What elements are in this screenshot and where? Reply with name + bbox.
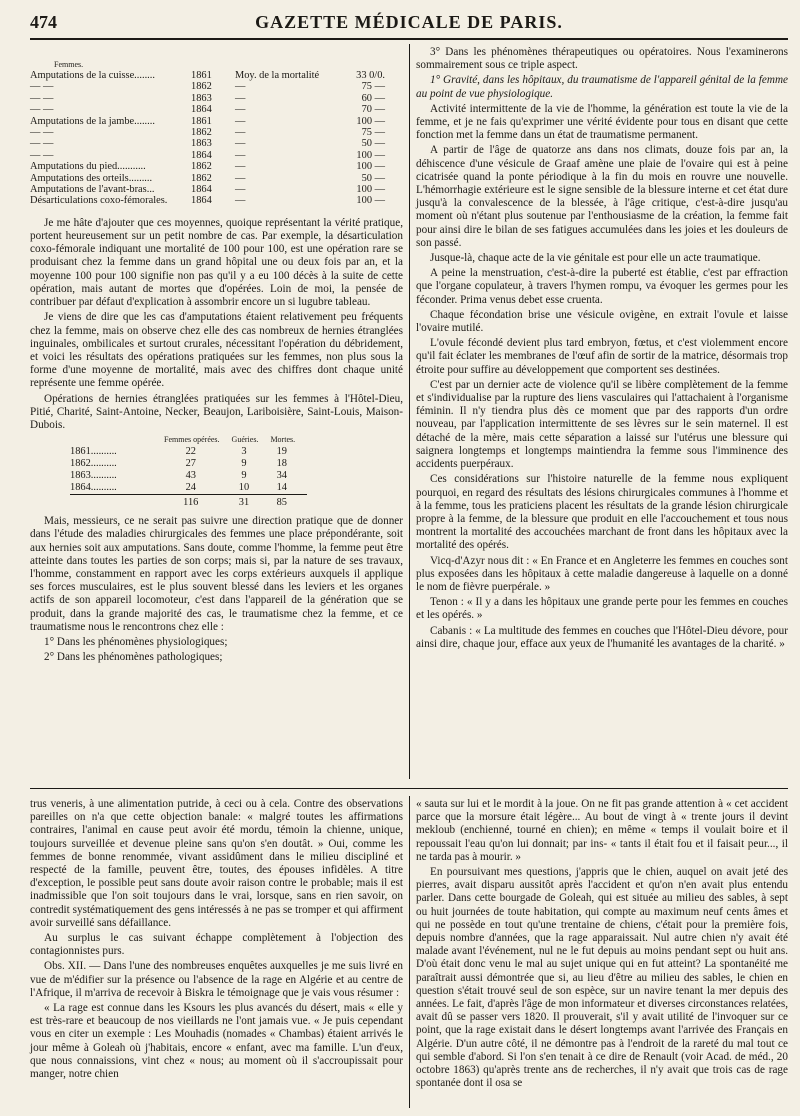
- amputation-mortality-label: —: [235, 115, 246, 127]
- hernies-operees: 24: [185, 482, 196, 494]
- hernies-row: [70, 482, 307, 495]
- quote-paragraph: Cabanis : « La multitude des femmes en couches que l'Hôtel-Dieu dévore, pour ainsi dire, chaque jour, efface aux yeux de l'humanité les avantages de la charité. »: [416, 624, 788, 650]
- amputation-label: — —: [30, 92, 54, 104]
- page-number: 474: [30, 12, 57, 32]
- column-divider-bottom: [409, 796, 410, 1108]
- amputation-row: [30, 93, 385, 104]
- quote-paragraph: Vicq-d'Azyr nous dit : « En France et en Angleterre les femmes en couches sont plus exposées dans les hôpitaux à cette maladie dangereuse à laquelle on a donné le nom de fièvre puerpérale. »: [416, 554, 788, 593]
- amputation-row: [30, 116, 385, 127]
- hernies-operees: 43: [185, 470, 196, 482]
- paragraph: A peine la menstruation, c'est-à-dire la puberté est établie, c'est par effraction que l'organe copulateur, à travers l'hymen rompu, va évoquer les germes pour les féconder. Prima venus debet esse cruenta.: [416, 267, 788, 306]
- paragraph: Au surplus le cas suivant échappe complètement à l'objection des contagionnistes purs.: [30, 932, 403, 958]
- hernies-operees: 22: [185, 446, 196, 458]
- hernies-year: 1863..........: [70, 470, 117, 482]
- amputation-row: [30, 150, 385, 161]
- paragraph: Jusque-là, chaque acte de la vie génitale est pour elle un acte traumatique.: [430, 252, 761, 265]
- amputation-label: Amputations de la cuisse........: [30, 70, 155, 81]
- amputation-row: [30, 173, 385, 184]
- amputation-label: — —: [30, 81, 54, 93]
- amputation-row: [30, 81, 385, 92]
- amputation-label: Amputations de l'avant-bras...: [30, 184, 155, 196]
- amputation-year: 1863: [191, 138, 212, 150]
- amputation-label: — —: [30, 104, 54, 116]
- amputation-label: — —: [30, 149, 54, 161]
- amputation-rate: 100 —: [356, 115, 385, 127]
- total-mortes: 85: [270, 495, 307, 510]
- amputation-mortality-label: —: [235, 172, 246, 184]
- hernies-header-operees: Femmes opérées.: [164, 435, 220, 445]
- amputation-label: Amputations de la jambe........: [30, 115, 155, 127]
- hernies-table: [70, 434, 307, 509]
- observation-paragraph: Obs. XII. — Dans l'une des nombreuses enquêtes auxquelles je me suis livré en vue de m'édifier sur la présence ou l'absence de la rage en Algérie et au centre de l'Afrique, il m'arriva de recevoir à Biskra le témoignage que je vais vous résumer :: [30, 960, 403, 999]
- amputation-label: Désarticulations coxo-fémorales.: [30, 195, 168, 207]
- amputation-year: 1864: [191, 184, 212, 196]
- hernies-year: 1861..........: [70, 446, 117, 458]
- paragraph: A partir de l'âge de quatorze ans dans nos climats, douze fois par an, la déhiscence d'une vésicule de Graaf amène une plaie de l'ovaire qui est à peine cicatrisée quand la ponte périodique à la fin du mois en rouvre une nouvelle. L'hémorrhagie extérieure est le signe sensible de la blessure interne et cet état dure jusqu'à la convalescence de la blessée, à l'âge critique, c'est-à-dire jusqu'au moment où n'étant plus soutenue par l'enthousiasme de la création, la femme fait pour ainsi dire le bilan de ses fatigues accumulées dans les joies et les douleurs de son passé.: [416, 144, 788, 249]
- amputations-heading: Femmes.: [54, 60, 84, 69]
- amputation-year: 1862: [191, 127, 212, 139]
- journal-title: GAZETTE MÉDICALE DE PARIS.: [255, 12, 563, 32]
- amputation-year: 1862: [191, 161, 212, 173]
- amputation-mortality-label: —: [235, 149, 246, 161]
- hernies-gueries: 10: [238, 482, 250, 494]
- amputation-label: — —: [30, 138, 54, 150]
- left-column-top: [30, 60, 403, 666]
- amputations-table: [30, 70, 385, 207]
- right-column-top: [416, 46, 788, 653]
- left-column-bottom: [30, 798, 403, 1083]
- hernies-year: 1864..........: [70, 482, 117, 494]
- amputation-label: Amputations du pied...........: [30, 161, 146, 173]
- amputation-year: 1861: [191, 70, 212, 81]
- paragraph: 3° Dans les phénomènes thérapeutiques ou opératoires. Nous l'examinerons sommairement sous ce triple aspect.: [416, 46, 788, 72]
- hernies-row: [70, 458, 307, 470]
- amputation-rate: 100 —: [356, 195, 385, 207]
- list-item: 1° Dans les phénomènes physiologiques;: [44, 635, 228, 648]
- amputation-mortality-label: —: [235, 92, 246, 104]
- hernies-header-gueries: Guéries.: [231, 435, 259, 445]
- quote-paragraph: Tenon : « Il y a dans les hôpitaux une grande perte pour les femmes en couches et les opérés. »: [416, 596, 788, 622]
- hernies-row: [70, 470, 307, 482]
- section-subtitle: 1° Gravité, dans les hôpitaux, du traumatisme de l'appareil génital de la femme au point de vue physiologique.: [416, 74, 788, 100]
- hernies-gueries: 9: [241, 458, 247, 470]
- amputation-mortality-label: —: [235, 81, 246, 93]
- amputation-mortality-label: —: [235, 161, 246, 173]
- amputation-mortality-label: —: [235, 184, 246, 196]
- hernies-mortes: 19: [276, 446, 287, 458]
- hernies-mortes: 18: [276, 458, 287, 470]
- paragraph: Mais, messieurs, ce ne serait pas suivre une direction pratique que de donner dans l'étude des maladies chirurgicales des femmes une place prépondérante, soit aux hernies soit aux amputations. Sans doute, comme l'homme, la femme peut être atteinte dans toutes les parties de son corps; mais si, par la nature de ses travaux, l'homme, constamment en rapport avec les corps extérieurs auxquels il applique ses forces musculaires, est le plus souvent blessé dans les leviers et les organes actifs de son appareil locomoteur, c'est dans l'appareil de la génération que se produit, dans la grande majorité des cas, le traumatisme chez la femme, et ce traumatisme nous le rencontrons chez elle :: [30, 515, 403, 633]
- amputation-mortality-label: —: [235, 104, 246, 116]
- total-operees: 116: [164, 495, 232, 510]
- amputation-year: 1864: [191, 104, 212, 116]
- amputation-rate: 70 —: [361, 104, 385, 116]
- paragraph: Je me hâte d'ajouter que ces moyennes, quoique représentant la vérité pratique, portent heureusement sur un petit nombre de cas. Par exemple, la désarticulation coxo-fémorale indiquant une mortalité de 100 pour 100, est une opération rare se produisant chez la femme dans un grand hôpital une ou deux fois par an, et la moyenne 100 pour 100 signifie non pas qu'il y a eu 100 décès à la suite de cette opération, mais autant de mortes que d'opérées. Loin de moi, la pensée de contribuer par défaut d'explication à assombrir encore un si lugubre tableau.: [30, 216, 403, 309]
- page-header: [30, 12, 788, 40]
- amputation-mortality-label: —: [235, 138, 246, 150]
- amputation-row: [30, 138, 385, 149]
- hernies-header-year: [70, 434, 164, 446]
- hernies-gueries: 3: [241, 446, 247, 458]
- list-item: 2° Dans les phénomènes pathologiques;: [44, 651, 223, 664]
- section-divider: [30, 788, 788, 789]
- paragraph: C'est par un dernier acte de violence qu'il se libère complètement de la femme et s'individualise par la rupture des liens vasculaires qui l'attachaient à l'organisme féminin. Il n'y tiendra plus dès ce moment que par des rapports d'un ordre nouveau, par l'application intermittente de ses lèvres sur le sein maternel. Il est détaché de la mère, mais cette séparation a laissé sur l'utérus une blessure qui saignera longtemps et longtemps maintiendra la femme sous l'imminence des accidents puerpéraux.: [416, 378, 788, 471]
- amputation-rate: 100 —: [356, 149, 385, 161]
- amputation-rate: 33 0/0.: [356, 70, 385, 81]
- quote-paragraph: « La rage est connue dans les Ksours les plus avancés du désert, mais « elle y est très-rare et beaucoup de nos vieillards ne l'ont jamais vue. « Je puis cependant vous en citer un exemple : Les Mouhadis (nomades « Chambas) étaient arrivés le jour même à Goleah où j'habitais, encore « enfant, avec ma famille. L'un d'eux, que nous connaissions, vint chez « nous; au moment où il s'accroupissait pour manger, notre chien: [30, 1002, 403, 1081]
- hernies-year: 1862..........: [70, 458, 117, 470]
- paragraph: En poursuivant mes questions, j'appris que le chien, auquel on avait jeté des pierres, avait disparu aussitôt après l'accident et qu'on n'en avait plus entendu parler. Dans cette bourgade de Goleah, qui est située au milieu des sables, à sept ou huit journées de toute habitation, qui compte au maximum neuf cents âmes et qui ne possède en tout qu'une trentaine de chiens, c'était pour la première fois, depuis nombre d'années, que la rage apparaissait. Nul autre chien n'y avait été malade avant l'événement, nul ne le fut depuis au moins pendant sept ou huit ans. D'où était donc venu le mal au sujet unique qui en fut atteint? La spontanéité me paraîtrait aussi démontrée que si, au lieu d'être au milieu des sables, le chien en question s'était trouvé seul de son espèce, sur un navire tenant la mer depuis des années. Le fait, d'après l'âge de mon informateur et diverses circonstances relatées, avait dû se passer vers 1820. Il prouverait, s'il y avait utilité de l'invoquer sur ce point, que la rage existait dans le désert longtemps avant l'arrivée des Français en Algérie. D'un autre côté, il ne démontre pas à l'endroit de la rareté du mal tout ce qui semble d'abord. Si l'on s'en tenait à ce dire de Renault (voir Acad. de méd., 20 octobre 1863) qu'après trente ans de recherches, il n'y avait que trois cas de rage spontanée dont il osa se: [416, 866, 788, 1090]
- amputation-year: 1861: [191, 115, 212, 127]
- paragraph: Chaque fécondation brise une vésicule ovigène, en extrait l'ovule et laisse l'ovaire mutilé.: [416, 308, 788, 335]
- paragraph: Opérations de hernies étranglées pratiquées sur les femmes à l'Hôtel-Dieu, Pitié, Charité, Saint-Antoine, Necker, Beaujon, Lariboisière, Saint-Louis, Maison-Dubois.: [30, 392, 403, 431]
- hernies-total-row: [70, 495, 307, 510]
- paragraph: Activité intermittente de la vie de l'homme, la génération est toute la vie de la femme, et je ne fais qu'exprimer une vérité évidente pour tous en disant que cette fonction met la femme dans un état de traumatisme permanent.: [416, 102, 788, 142]
- amputation-row: [30, 104, 385, 115]
- hernies-header-mortes: Mortes.: [270, 435, 296, 445]
- amputation-row: [30, 161, 385, 172]
- hernies-mortes: 14: [276, 482, 287, 494]
- amputation-year: 1863: [191, 92, 212, 104]
- total-gueries: 31: [232, 495, 271, 510]
- amputation-rate: 75 —: [361, 127, 385, 139]
- paragraph: trus veneris, à une alimentation putride, à ceci ou à cela. Contre des observations pareilles on n'a que cette objection banale: « malgré toutes les affirmations contraires, l'animal en cause peut avoir été mordu, témoin la chienne, unique, toujours surveillée et devenue pleine sans qu'on s'en doutât. » Oui, comme les femmes de bonne renommée, vivant assidûment dans le milieu discipliné et respecté de la famille, peuvent être, toutes, des épouses infidèles. A titre d'exception, le possible peut sans doute avoir raison contre le probable; mais il est inadmissible que l'on soit toujours dans le vrai, lorsque, sans en rien savoir, on contredit systématiquement des gens intéressés à ne pas se tromper et qui affirment avoir surveillé sans défaillance.: [30, 798, 403, 929]
- amputation-mortality-label: —: [235, 127, 246, 139]
- amputation-rate: 60 —: [361, 92, 385, 104]
- hernies-operees: 27: [185, 458, 196, 470]
- hernies-mortes: 34: [276, 470, 287, 482]
- amputation-mortality-label: —: [235, 195, 246, 207]
- hernies-row: [70, 446, 307, 458]
- amputation-label: — —: [30, 127, 54, 139]
- amputation-rate: 100 —: [356, 161, 385, 173]
- quote-paragraph: « sauta sur lui et le mordit à la joue. On ne fit pas grande attention à « cet accident parce que la morsure était légère... Au bout de vingt à « trente jours il devint mekloub (enchienné, tourné en chien); en même « temps il voulait boire et il repoussait l'eau qu'on lui donnait; par ins- « tants il était fou et il faisait peur..., il ne tarda pas à mourir. »: [416, 798, 788, 863]
- amputation-rate: 75 —: [361, 81, 385, 93]
- paragraph: L'ovule fécondé devient plus tard embryon, fœtus, et c'est violemment encore qu'il fait éclater les membranes de l'œuf afin de sortir de la matrice, désormais trop étroite pour suffire au développement que comportent ses destinées.: [416, 337, 788, 376]
- amputation-year: 1862: [191, 172, 212, 184]
- amputation-mortality-label: Moy. de la mortalité: [235, 70, 320, 81]
- hernies-gueries: 9: [241, 470, 247, 482]
- amputation-year: 1864: [191, 149, 212, 161]
- paragraph: Ces considérations sur l'histoire naturelle de la femme nous expliquent pourquoi, en regard des résultats des lésions chirurgicales communes à l'homme et à la femme, tous les praticiens placent les résultats de la grande lésion chirurgicale propre à la femme, de la blessure que produit en elle l'accouchement et tous nous montrent la mortalité des accouchées marchant de front dans les hôpitaux avec la mortalité des opérés.: [416, 473, 788, 552]
- amputation-label: Amputations des orteils.........: [30, 172, 153, 184]
- right-column-bottom: [416, 798, 788, 1092]
- amputation-rate: 50 —: [361, 138, 385, 150]
- amputation-row: [30, 184, 385, 195]
- paragraph: Je viens de dire que les cas d'amputations étaient relativement peu fréquents chez la femme, mais on observe chez elle des cas nombreux de hernies étranglées inguinales, ombilicales et surtout crurales, nécessitant l'opération du débridement, et voici les résultats des opérations pratiquées sur les femmes, non plus sous la forme d'une moyenne de mortalité, mais avec des chiffres dont chaque unité représente une femme opérée.: [30, 311, 403, 390]
- amputation-year: 1864: [191, 195, 212, 207]
- amputation-rate: 50 —: [361, 172, 385, 184]
- column-divider-top: [409, 44, 410, 779]
- amputation-row: [30, 195, 385, 206]
- amputation-year: 1862: [191, 81, 212, 93]
- amputation-rate: 100 —: [356, 184, 385, 196]
- amputation-row: [30, 70, 385, 81]
- amputation-row: [30, 127, 385, 138]
